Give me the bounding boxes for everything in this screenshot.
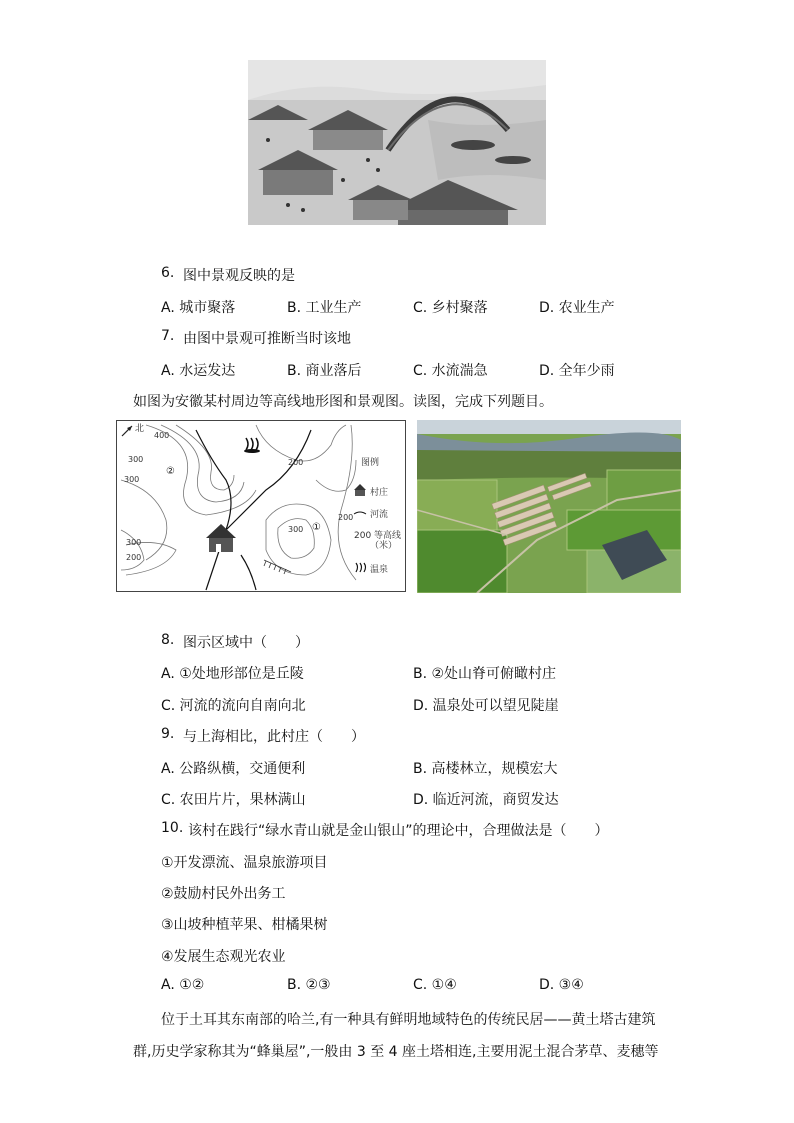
option-c: C. 农田片片，果林满山 <box>161 792 306 808</box>
list-item: ①开发漂流、温泉旅游项目 <box>161 855 328 871</box>
option-c: C. 水流湍急 <box>413 363 488 379</box>
contour-label: 300 <box>288 525 304 534</box>
option-b: B. 工业生产 <box>287 300 362 316</box>
aerial-photo <box>417 420 681 593</box>
painting-image <box>248 60 546 225</box>
option-b: B. 商业落后 <box>287 363 362 379</box>
option-d: D. ③④ <box>539 977 584 993</box>
option-a: A. 公路纵横，交通便利 <box>161 761 306 777</box>
question-stem: 该村在践行“绿水青山就是金山银山”的理论中，合理做法是（ ） <box>188 823 609 839</box>
intro-text: 如图为安徽某村周边等高线地形图和景观图。读图，完成下列题目。 <box>133 394 553 410</box>
question-number: 10. <box>161 820 184 836</box>
legend-spring: 温泉 <box>370 565 389 575</box>
option-c: C. ①④ <box>413 977 457 993</box>
marker-2: ② <box>166 466 175 477</box>
option-b: B. ②③ <box>287 977 331 993</box>
question-number: 7. <box>161 328 175 344</box>
contour-label: 200 <box>288 458 304 467</box>
question-stem: 图示区域中（ ） <box>183 635 309 651</box>
option-c: C. 乡村聚落 <box>413 300 488 316</box>
option-d: D. 温泉处可以望见陡崖 <box>413 698 559 714</box>
contour-map <box>116 420 406 592</box>
legend-contour-unit: （米） <box>370 541 398 551</box>
list-item: ③山坡种植苹果、柑橘果树 <box>161 917 328 933</box>
option-a: A. 水运发达 <box>161 363 236 379</box>
question-stem: 图中景观反映的是 <box>183 268 295 284</box>
marker-1: ① <box>312 522 321 533</box>
legend-title: 图例 <box>361 458 380 468</box>
legend-river: 河流 <box>370 510 389 520</box>
contour-label: 300 <box>124 475 140 484</box>
option-d: D. 全年少雨 <box>539 363 615 379</box>
option-c: C. 河流的流向自南向北 <box>161 698 306 714</box>
legend-village: 村庄 <box>370 488 389 498</box>
passage-line: 位于土耳其东南部的哈兰,有一种具有鲜明地域特色的传统民居——黄土塔古建筑 <box>161 1012 656 1028</box>
passage-line: 群,历史学家称其为“蜂巢屋”,一般由 3 至 4 座土塔相连,主要用泥土混合茅草、麦穗等 <box>133 1044 659 1060</box>
contour-label: 200 <box>338 513 354 522</box>
option-b: B. ②处山脊可俯瞰村庄 <box>413 666 557 682</box>
option-b: B. 高楼林立，规模宏大 <box>413 761 558 777</box>
option-a: A. ①处地形部位是丘陵 <box>161 666 304 682</box>
question-number: 9. <box>161 726 175 742</box>
option-a: A. 城市聚落 <box>161 300 236 316</box>
contour-label: 400 <box>154 431 170 440</box>
contour-label: 300 <box>128 455 144 464</box>
north-label: 北 <box>135 424 145 434</box>
question-number: 8. <box>161 632 175 648</box>
legend-contour: 200 等高线 <box>354 531 402 541</box>
option-d: D. 临近河流，商贸发达 <box>413 792 559 808</box>
option-a: A. ①② <box>161 977 205 993</box>
contour-label: 300 <box>126 538 142 547</box>
question-number: 6. <box>161 265 175 281</box>
contour-label: 200 <box>126 553 142 562</box>
option-d: D. 农业生产 <box>539 300 615 316</box>
question-stem: 由图中景观可推断当时该地 <box>183 331 351 347</box>
question-stem: 与上海相比，此村庄（ ） <box>183 729 365 745</box>
list-item: ④发展生态观光农业 <box>161 949 286 965</box>
list-item: ②鼓励村民外出务工 <box>161 886 286 902</box>
